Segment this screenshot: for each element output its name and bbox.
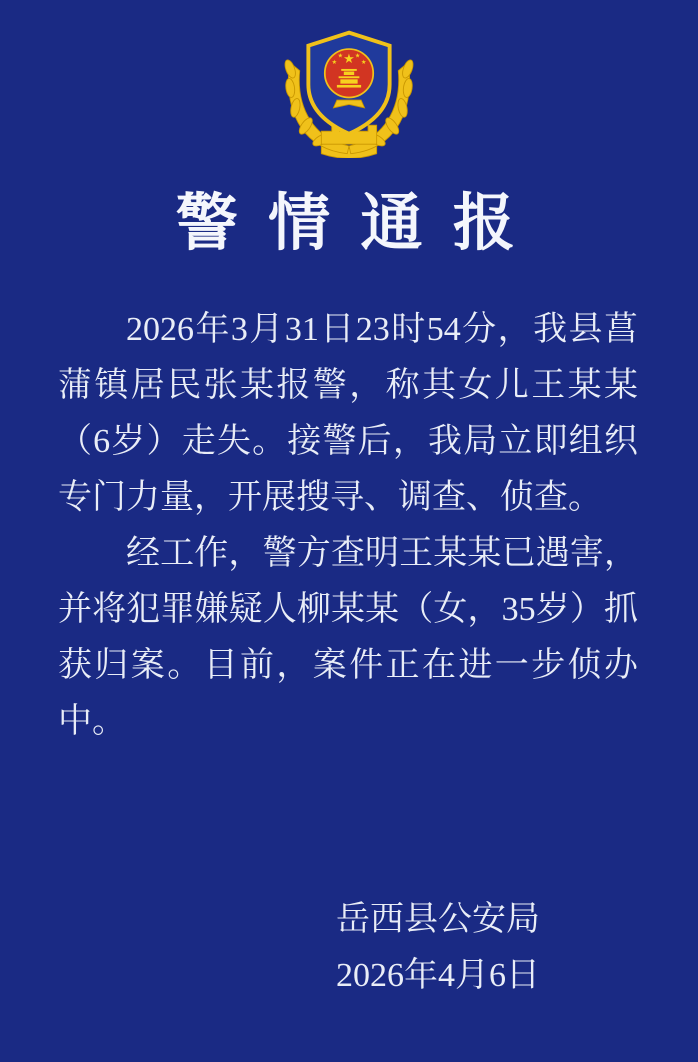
notice-title: 警 情 通 报: [175, 190, 523, 258]
signature-block: [0, 892, 698, 1004]
svg-text:★: ★: [337, 52, 344, 60]
notice-paragraph-1: 2026年3月31日23时54分，我县菖蒲镇居民张某报警，称其女儿王某某（6岁）走失。接警后，我局立即组织专门力量，开展搜寻、调查、侦查。: [58, 311, 638, 516]
police-badge-icon: [271, 24, 427, 158]
svg-text:★: ★: [331, 58, 338, 66]
notice-paragraph-2: 经工作，警方查明王某某已遇害，并将犯罪嫌疑人柳某某（女，35岁）抓获归案。目前，案件正在进一步侦办中。: [58, 535, 638, 740]
issue-date: 2026年4月6日: [336, 957, 540, 994]
svg-text:★: ★: [360, 58, 367, 66]
svg-text:★: ★: [343, 51, 355, 67]
svg-text:★: ★: [354, 52, 361, 60]
issuing-authority: 岳西县公安局: [336, 901, 540, 938]
notice-body: [58, 302, 638, 750]
